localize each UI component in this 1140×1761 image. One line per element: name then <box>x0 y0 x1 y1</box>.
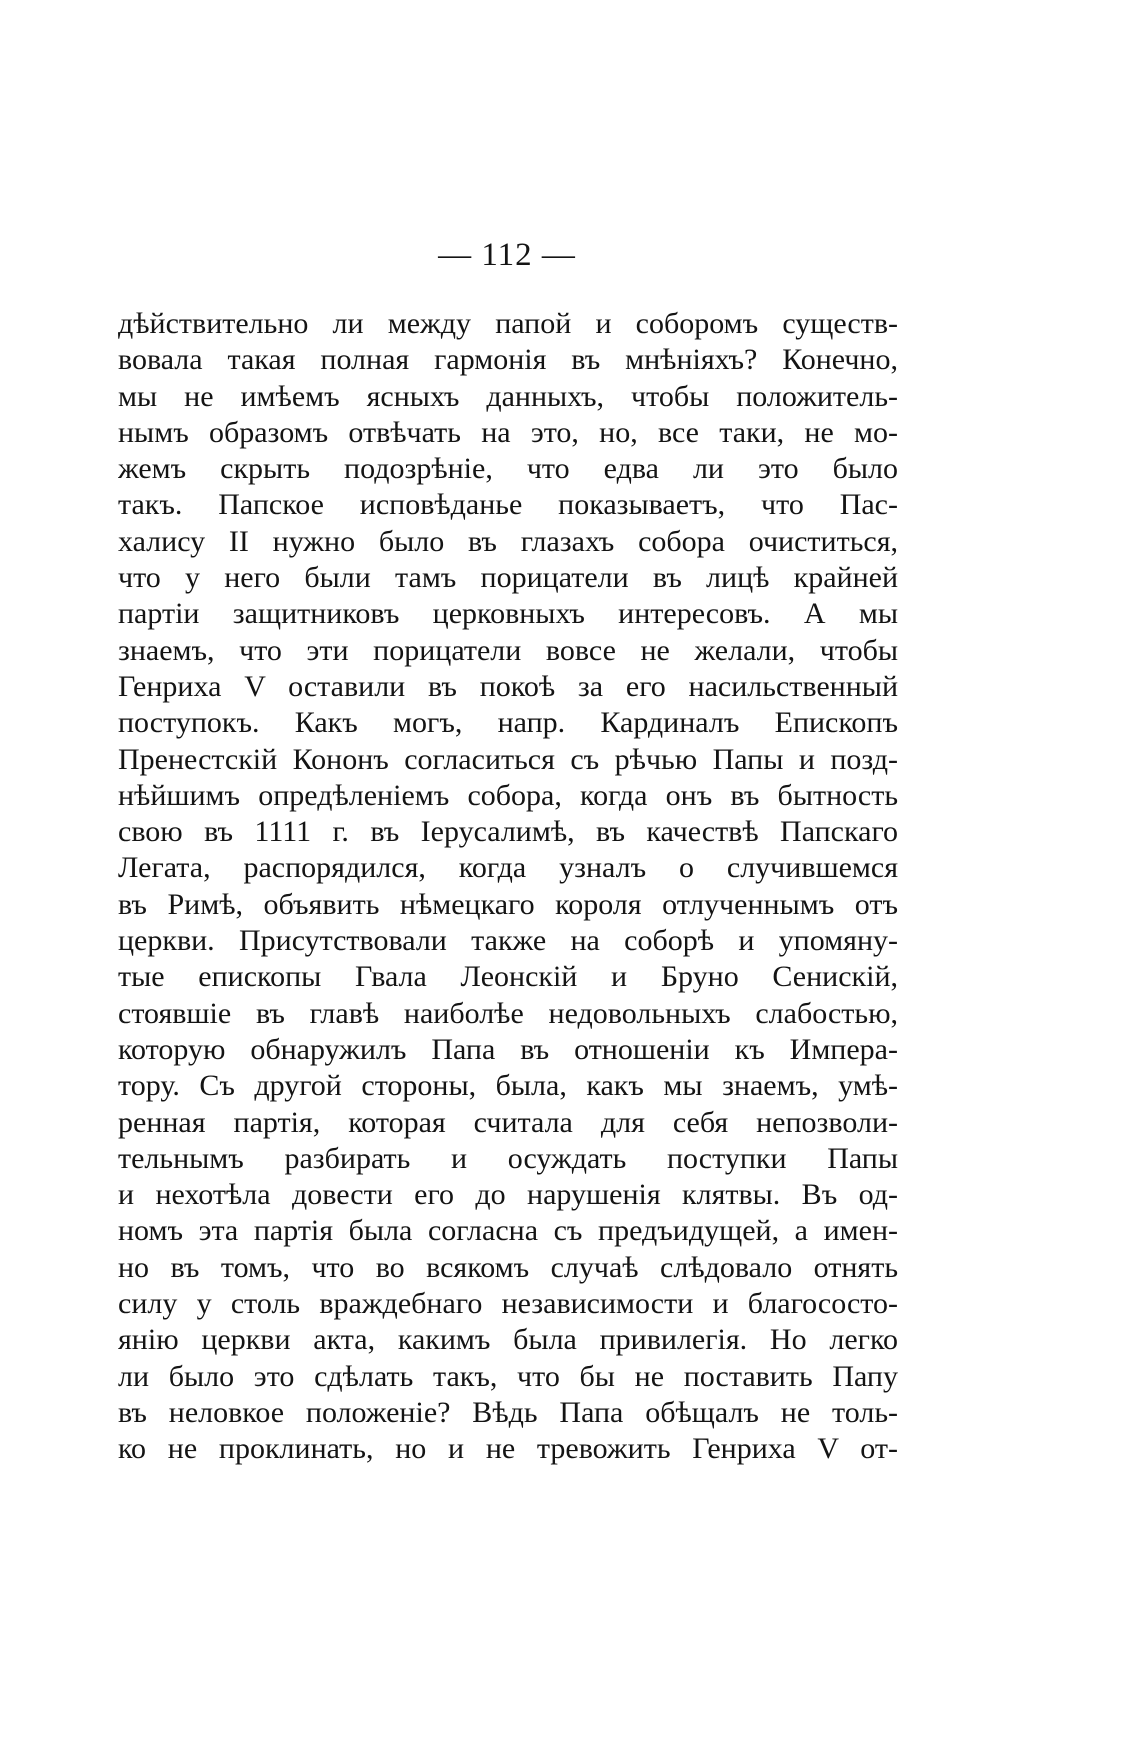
text-line: дѣйствительно ли между папой и соборомъ существ- <box>118 307 898 340</box>
text-line: стоявшіе въ главѣ наиболѣе недовольныхъ слабостью, <box>118 996 898 1030</box>
text-line: мы не имѣемъ ясныхъ данныхъ, чтобы положитель- <box>118 379 898 413</box>
text-line: нѣйшимъ опредѣленіемъ собора, когда онъ въ бытность <box>118 778 898 812</box>
text-line: вовала такая полная гармонія въ мнѣніяхъ? Конечно, <box>118 343 898 377</box>
text-line: халису II нужно было въ глазахъ собора очиститься, <box>118 524 898 558</box>
text-line: что у него были тамъ порицатели въ лицѣ крайней <box>118 561 898 595</box>
text-line: номъ эта партія была согласна съ предъидущей, а имен- <box>118 1214 898 1248</box>
text-line: жемъ скрыть подозрѣніе, что едва ли это было <box>118 452 898 486</box>
text-line: янію церкви акта, какимъ была привилегія. Но легко <box>118 1323 898 1357</box>
text-line: Генриха V оставили въ покоѣ за его насильственный <box>118 669 898 703</box>
text-line: въ неловкое положеніе? Вѣдь Папа обѣщалъ не толь- <box>118 1395 898 1429</box>
text-line: въ Римѣ, объявить нѣмецкаго короля отлученнымъ отъ <box>118 887 898 921</box>
text-line: ко не проклинать, но и не тревожить Генриха V от- <box>118 1432 898 1466</box>
text-line: и нехотѣла довести его до нарушенія клятвы. Въ од- <box>118 1178 898 1212</box>
page-number: — 112 — <box>438 237 576 273</box>
text-line: знаемъ, что эти порицатели вовсе не желали, чтобы <box>118 633 898 667</box>
text-line: силу у столь враждебнаго независимости и благососто- <box>118 1287 898 1321</box>
text-line: тельнымъ разбирать и осуждать поступки Папы <box>118 1141 898 1175</box>
text-line: свою въ 1111 г. въ Іерусалимѣ, въ качествѣ Папскаго <box>118 815 898 849</box>
text-line: которую обнаружилъ Папа въ отношеніи къ Импера- <box>118 1032 898 1066</box>
body-text <box>118 306 898 1468</box>
text-line: такъ. Папское исповѣданье показываетъ, что Пас- <box>118 488 898 522</box>
text-line: тору. Съ другой стороны, была, какъ мы знаемъ, умѣ- <box>118 1069 898 1103</box>
text-line: Пренестскій Кононъ согласиться съ рѣчью Папы и позд- <box>118 742 898 776</box>
text-line: Легата, распорядился, когда узналъ о случившемся <box>118 851 898 885</box>
text-line: поступокъ. Какъ могъ, напр. Кардиналъ Епископъ <box>118 706 898 740</box>
text-line: тые епископы Гвала Леонскій и Бруно Сенискій, <box>118 960 898 994</box>
text-line: ли было это сдѣлать такъ, что бы не поставить Папу <box>118 1359 898 1393</box>
text-line: церкви. Присутствовали также на соборѣ и упомяну- <box>118 924 898 958</box>
text-line: но въ томъ, что во всякомъ случаѣ слѣдовало отнять <box>118 1250 898 1284</box>
text-line: партіи защитниковъ церковныхъ интересовъ. А мы <box>118 597 898 631</box>
text-line: ренная партія, которая считала для себя непозволи- <box>118 1105 898 1139</box>
text-line: нымъ образомъ отвѣчать на это, но, все таки, не мо- <box>118 415 898 449</box>
